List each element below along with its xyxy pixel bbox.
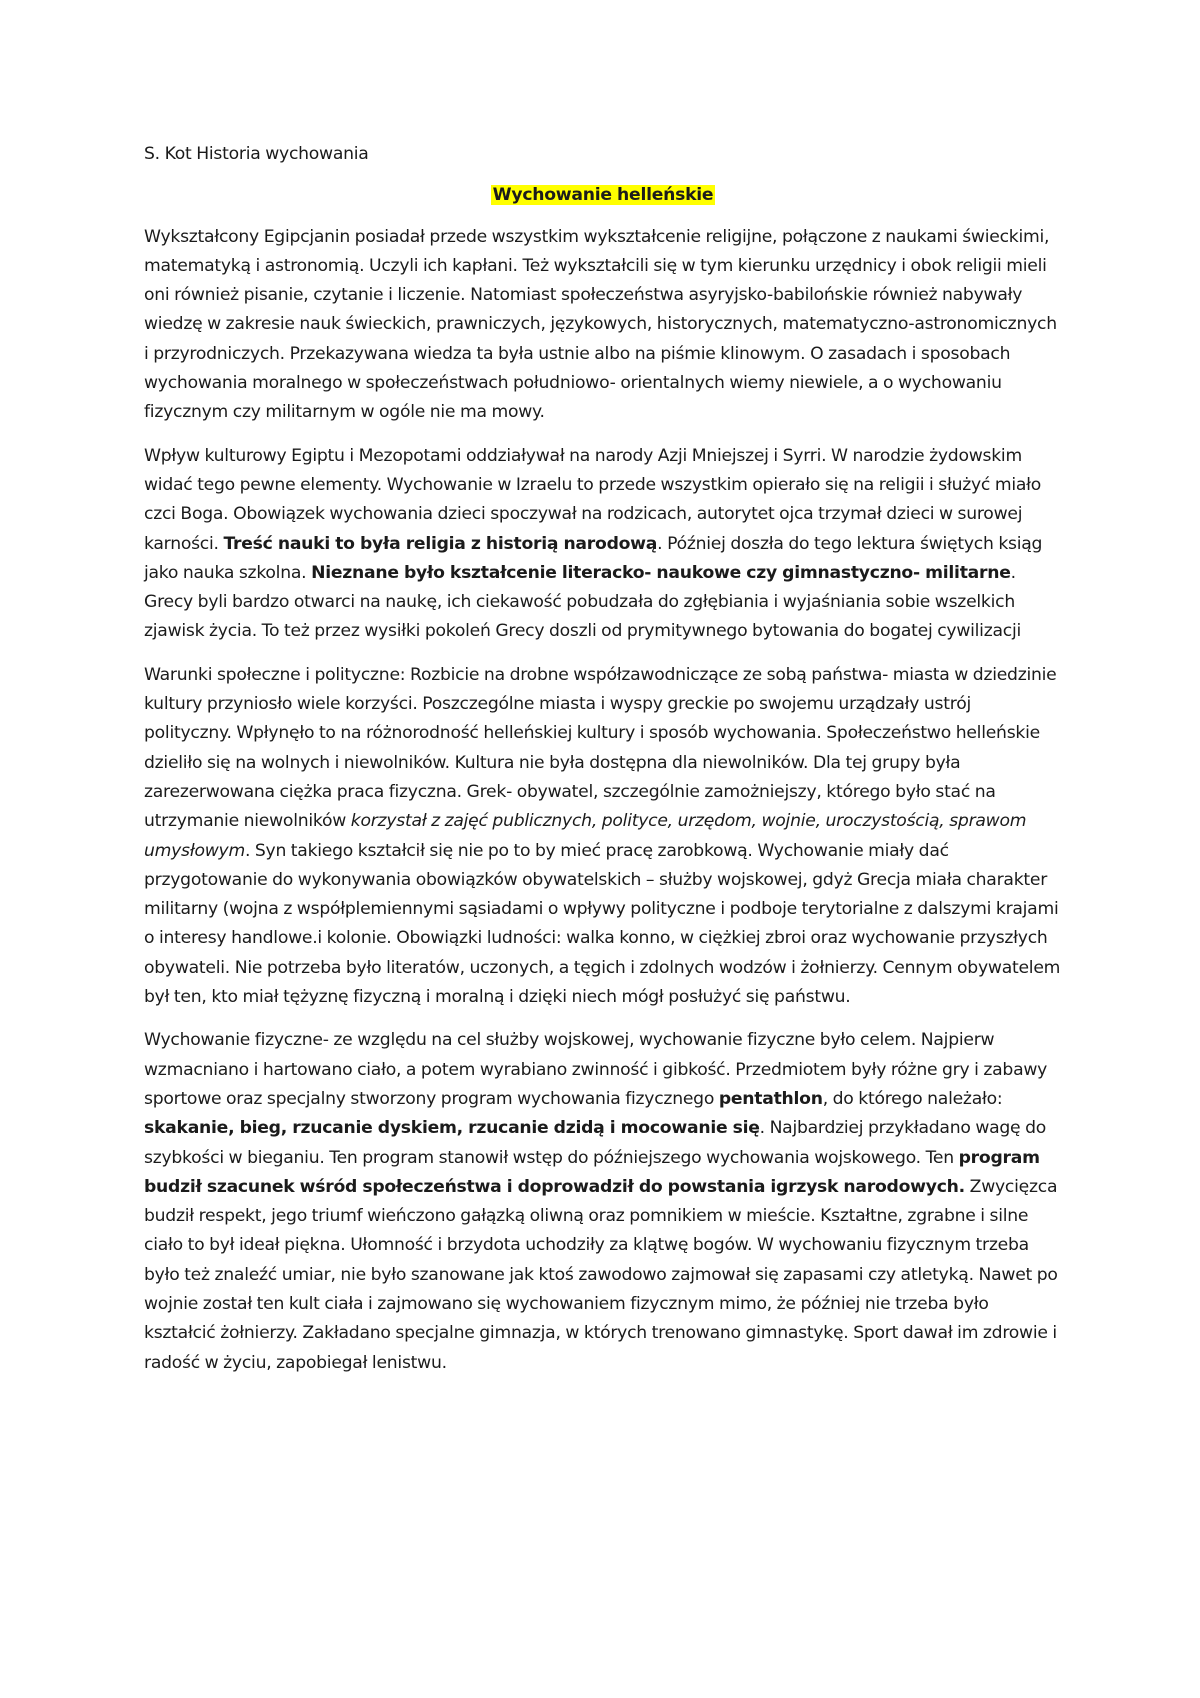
text-run: Zwycięzca budził respekt, jego triumf wieńczono gałązką oliwną oraz pomnikiem w mieście. Kształtne, zgrabne i silne ciało to był ideał piękna. Ułomność i brzydota uchodziły za klątwę bogów. W wychowaniu fizycznym trzeba było też znaleźć umiar, nie było szanowane jak ktoś zawodowo zajmował się zapasami czy atletyką. Nawet po wojnie został ten kult ciała i zajmowano się wychowaniem fizycznym mimo, że później nie trzeba było kształcić żołnierzy. Zakładano specjalne gimnazja, w których trenowano gimnastykę. Sport dawał im zdrowie i radość w życiu, zapobiegał lenistwu. <box>144 1176 1058 1373</box>
document-page <box>144 140 1062 1392</box>
paragraph <box>144 1026 1062 1378</box>
bold-text: program budził szacunek wśród społeczeństwa i doprowadził do powstania igrzysk narodowych. <box>144 1147 1040 1197</box>
text-run: Warunki społeczne i polityczne: Rozbicie na drobne współzawodniczące ze sobą państwa- miasta w dziedzinie kultury przyniosło wiele korzyści. Poszczególne miasta i wyspy greckie po swojemu urządzały ustrój polityczny. Wpłynęło to na różnorodność helleńskiej kultury i sposób wychowania. Społeczeństwo helleńskie dzieliło się na wolnych i niewolników. Kultura nie była dostępna dla niewolników. Dla tej grupy była zarezerwowana ciężka praca fizyczna. Grek- obywatel, szczególnie zamożniejszy, którego było stać na utrzymanie niewolników <box>144 664 1057 832</box>
text-run: . Później doszła do tego lektura świętych ksiąg jako nauka szkolna. <box>144 533 1043 583</box>
text-run: . Syn takiego kształcił się nie po to by mieć pracę zarobkową. Wychowanie miały dać przygotowanie do wykonywania obowiązków obywatelskich – służby wojskowej, gdyż Grecja miała charakter militarny (wojna z współplemiennymi sąsiadami o wpływy polityczne i podboje terytorialne z dalszymi krajami o interesy handlowe.i kolonie. Obowiązki ludności: walka konno, w ciężkiej zbroi oraz wychowanie przyszłych obywateli. Nie potrzeba było literatów, uczonych, a tęgich i zdolnych wodzów i żołnierzy. Cennym obywatelem był ten, kto miał tężyznę fizyczną i moralną i dzięki niech mógł posłużyć się państwu. <box>144 840 1061 1008</box>
italic-text: korzystał z zajęć publicznych, polityce, urzędom, wojnie, uroczystością, sprawom umysłowym <box>144 811 1027 861</box>
paragraph <box>144 442 1062 647</box>
text-run: . Najbardziej przykładano wagę do szybkości w bieganiu. Ten program stanowił wstęp do późniejszego wychowania wojskowego. Ten <box>144 1118 1047 1168</box>
document-header: S. Kot Historia wychowania <box>144 144 369 164</box>
bold-text: Nieznane było kształcenie literacko- naukowe czy gimnastyczno- militarne <box>311 562 1011 583</box>
bold-text: skakanie, bieg, rzucanie dyskiem, rzucanie dzidą i mocowanie się <box>144 1118 760 1139</box>
bold-text: pentathlon <box>718 1088 823 1109</box>
bold-text: Treść nauki to była religia z historią narodową <box>223 533 658 554</box>
text-run: Wychowanie fizyczne- ze względu na cel służby wojskowej, wychowanie fizyczne było celem. Najpierw wzmacniano i hartowano ciało, a potem wyrabiano zwinność i gibkość. Przedmiotem były różne gry i zabawy sportowe oraz specjalny stworzony program wychowania fizycznego <box>144 1030 1048 1109</box>
document-body <box>144 223 1062 1378</box>
paragraph <box>144 223 1062 428</box>
document-title-wrapper <box>144 181 1062 210</box>
document-title: Wychowanie helleńskie <box>492 185 714 206</box>
text-run: . Grecy byli bardzo otwarci na naukę, ich ciekawość pobudzała do zgłębiania i wyjaśniania sobie wszelkich zjawisk życia. To też przez wysiłki pokoleń Grecy doszli od prymitywnego bytowania do bogatej cywilizacji <box>144 562 1022 642</box>
text-run: Wpływ kulturowy Egiptu i Mezopotami oddziaływał na narody Azji Mniejszej i Syrri. W narodzie żydowskim widać tego pewne elementy. Wychowanie w Izraelu to przede wszystkim opierało się na religii i służyć miało czci Boga. Obowiązek wychowania dzieci spoczywał na rodzicach, autorytet ojca trzymał dzieci w surowej karności. <box>144 445 1042 554</box>
text-run: , do którego należało: <box>822 1088 1003 1109</box>
text-run: Wykształcony Egipcjanin posiadał przede wszystkim wykształcenie religijne, połączone z naukami świeckimi, matematyką i astronomią. Uczyli ich kapłani. Też wykształcili się w tym kierunku urzędnicy i obok religii mieli oni również pisanie, czytanie i liczenie. Natomiast społeczeństwa asyryjsko-babilońskie również nabywały wiedzę w zakresie nauk świeckich, prawniczych, językowych, historycznych, matematyczno-astronomicznych i przyrodniczych. Przekazywana wiedza ta była ustnie albo na piśmie klinowym. O zasadach i sposobach wychowania moralnego w społeczeństwach południowo- orientalnych wiemy niewiele, a o wychowaniu fizycznym czy militarnym w ogóle nie ma mowy. <box>144 226 1057 423</box>
paragraph <box>144 661 1062 1013</box>
